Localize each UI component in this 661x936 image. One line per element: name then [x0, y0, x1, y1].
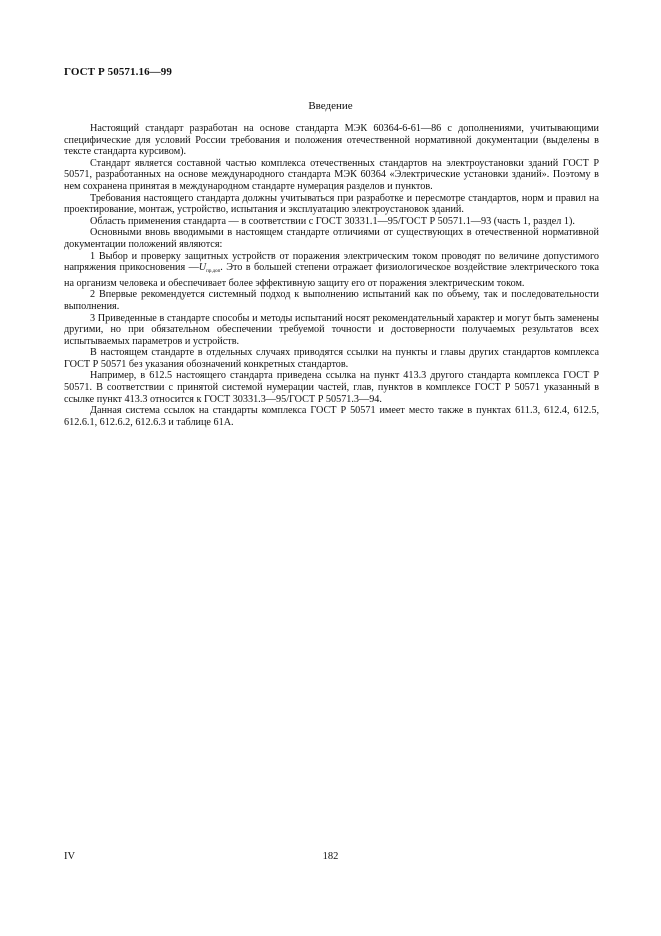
paragraph: Требования настоящего стандарта должны учитываться при разработке и пересмотре стандартов, норм и правил на проектирование, монтаж, устройство, испытания и эксплуатацию электроустановок зданий.	[64, 192, 599, 216]
paragraph-item-1	[64, 251, 599, 290]
paragraph: Стандарт является составной частью комплекса отечественных стандартов на электроустановки зданий ГОСТ Р 50571, разработанных на основе международного стандарта МЭК 60364 «Электрические установки зданий». Поэтому в нем сохранена принятая в международном стандарте нумерация разделов и пунктов.	[64, 157, 599, 192]
item1-text-after: . Это в большей степени отражает физиологическое воздействие электрического тока на организм человека и обеспечивает более эффективную защиту его от поражения электрическим током.	[64, 262, 599, 289]
voltage-subscript: пр.доп	[206, 269, 221, 275]
page-number: 182	[322, 851, 339, 862]
document-body	[64, 123, 599, 428]
paragraph: Область применения стандарта — в соответствии с ГОСТ 30331.1—95/ГОСТ Р 50571.1—93 (часть 1, раздел 1).	[90, 215, 575, 227]
document-header: ГОСТ Р 50571.16—99	[64, 66, 172, 78]
paragraph: Настоящий стандарт разработан на основе стандарта МЭК 60364-6-61—86 с дополнениями, учитывающими специфические для условий России требования и положения отечественной нормативной документации (выделены в тексте стандарта курсивом).	[64, 123, 599, 158]
paragraph: 2 Впервые рекомендуется системный подход к выполнению испытаний как по объему, так и последовательности выполнения.	[64, 289, 599, 312]
voltage-symbol: U	[198, 262, 207, 274]
paragraph: Например, в 612.5 настоящего стандарта приведена ссылка на пункт 413.3 другого стандарта комплекса ГОСТ Р 50571. В соответствии с принятой системой нумерации частей, глав, пунктов в комплексе ГОСТ Р 50571 указанный в ссылке пункт 413.3 относится к ГОСТ 30331.3—95/ГОСТ Р 50571.3—94.	[64, 370, 599, 405]
roman-page-number: IV	[64, 851, 76, 862]
paragraph: 3 Приведенные в стандарте способы и методы испытаний носят рекомендательный характер и могут быть заменены другими, но при обязательном обеспечении требуемой точности и достоверности получаемых результатов всех испытываемых параметров и устройств.	[64, 312, 599, 347]
paragraph: Основными вновь вводимыми в настоящем стандарте отличиями от существующих в отечественной нормативной документации положений являются:	[64, 227, 599, 250]
item1-text-before: 1 Выбор и проверку защитных устройств от поражения электрическим током проводят по величине допустимого напряжения прикосновения —	[64, 250, 599, 274]
paragraph: В настоящем стандарте в отдельных случаях приводятся ссылки на пункты и главы других стандартов комплекса ГОСТ Р 50571 без указания обозначений конкретных стандартов.	[64, 347, 599, 370]
section-title: Введение	[308, 100, 353, 112]
paragraph: Данная система ссылок на стандарты комплекса ГОСТ Р 50571 имеет место также в пунктах 611.3, 612.4, 612.5, 612.6.1, 612.6.2, 612.6.3 и таблице 61А.	[64, 405, 599, 428]
